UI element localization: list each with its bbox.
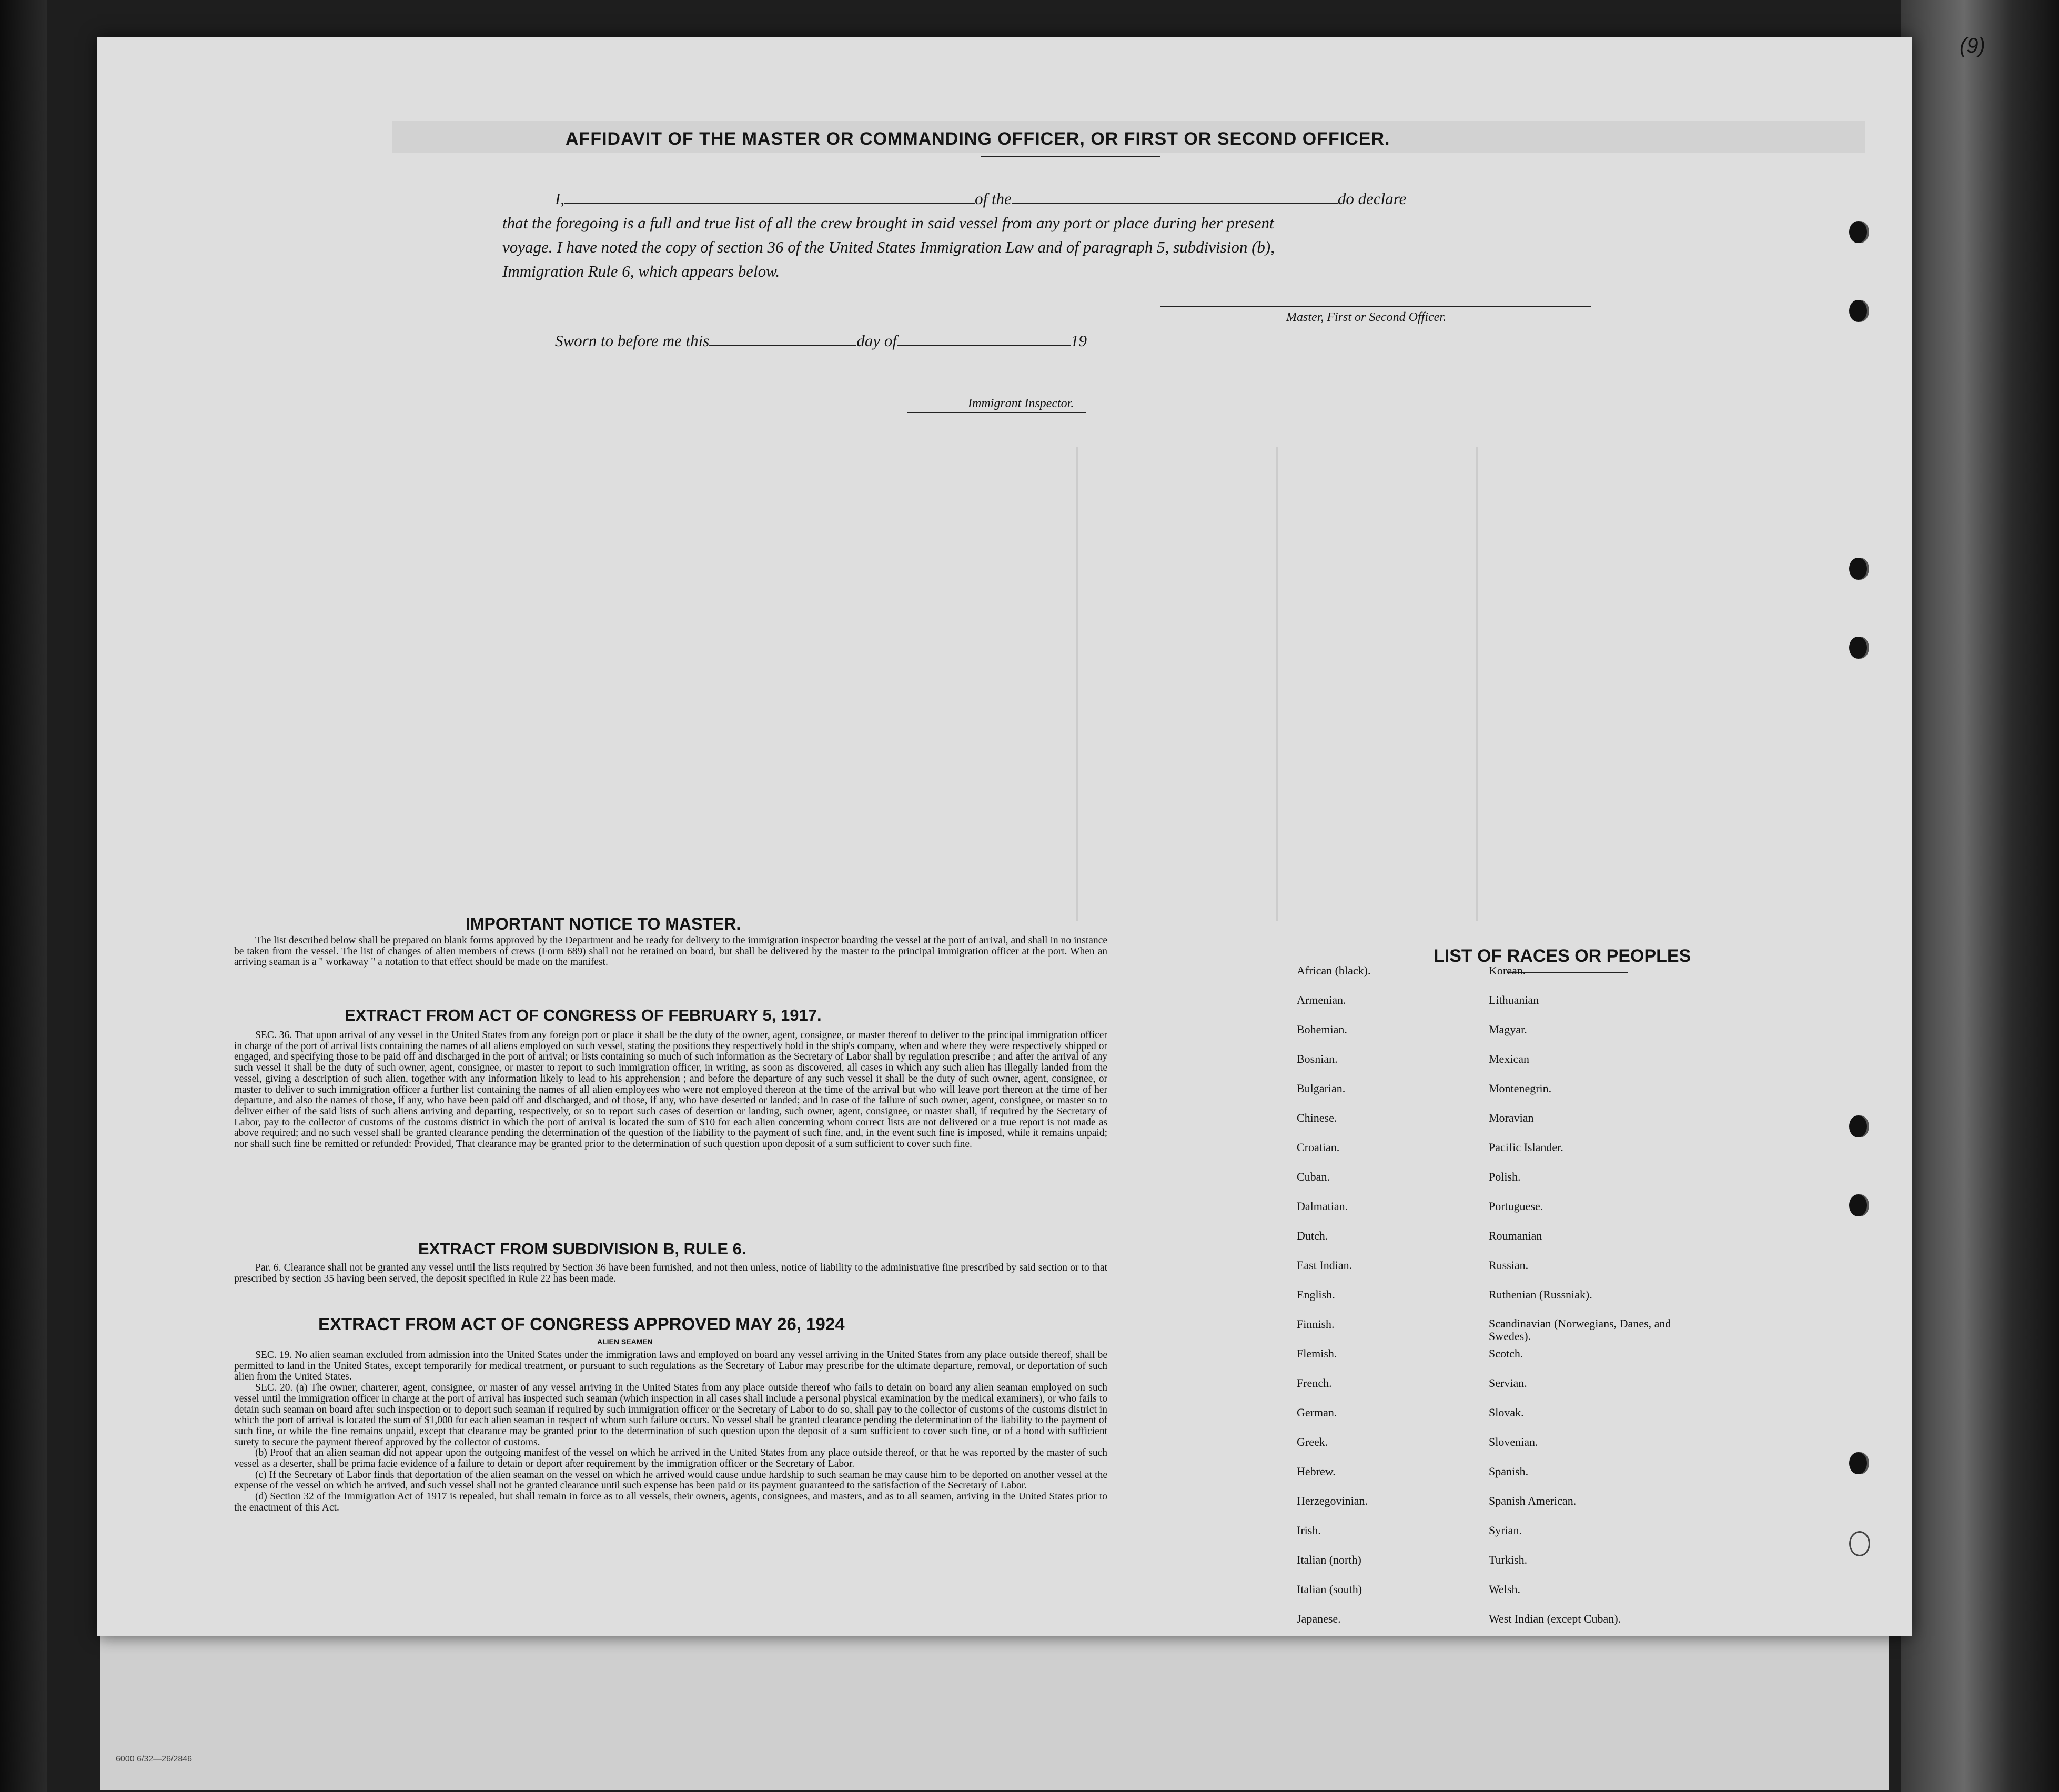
race-item: Portuguese.: [1489, 1200, 1543, 1213]
extract-1924-sec19: SEC. 19. No alien seaman excluded from admission into the United States under the immigration laws and employed on board any vessel arriving in the United States from any place outside thereof, shall be permitted to land in the United States, except temporarily for medical treatment, or pursuant to such regulations as the Secretary of Labor may prescribe for the ultimate departure, removal, or deportation of such alien from the United States.: [234, 1350, 1107, 1383]
affidavit-line-1: [555, 189, 1406, 208]
race-item: Hebrew.: [1297, 1465, 1336, 1478]
race-item: Bohemian.: [1297, 1023, 1347, 1036]
notice-paragraph: The list described below shall be prepared on blank forms approved by the Department and be ready for delivery to the immigration inspector boarding the vessel at the port of arrival, and shall in no instance be taken from the vessel. The list of changes of alien members of crews (Form 689) shall not be retained on board, but shall be delivered by the master to the principal immigration officer at the port. When an arriving seaman is a " workaway " a notation to that effect should be made on the manifest.: [234, 935, 1107, 968]
scan-left-edge: [0, 0, 47, 1792]
race-item: Chinese.: [1297, 1111, 1337, 1124]
race-item: Moravian: [1489, 1111, 1534, 1124]
sworn-day-of: day of: [856, 331, 897, 350]
race-item: Dutch.: [1297, 1229, 1328, 1242]
vessel-name-blank[interactable]: [1012, 190, 1338, 204]
bleed-through-column: [1276, 447, 1278, 921]
notice-text: [234, 935, 1107, 968]
race-item: French.: [1297, 1376, 1332, 1390]
extract-1924-sec20b: (b) Proof that an alien seaman did not appear upon the outgoing manifest of the vessel on which he arrived in the United States from any place outside thereof, or that he was reported by the master of such vessel as a deserter, shall be prima facie evidence of a failure to detain or deport after requirement by the immigration officer or the Secretary of Labor.: [234, 1447, 1107, 1470]
races-title: LIST OF RACES OR PEOPLES: [1434, 946, 1691, 966]
race-item: Japanese.: [1297, 1612, 1341, 1625]
race-item: East Indian.: [1297, 1259, 1353, 1272]
race-item: Korean.: [1489, 964, 1526, 977]
master-name-blank[interactable]: [564, 190, 975, 204]
race-item: Flemish.: [1297, 1347, 1337, 1360]
scan-right-edge: [1901, 0, 2059, 1792]
binder-hole: [1849, 221, 1867, 243]
binder-hole: [1849, 1194, 1867, 1216]
extract-1917-title: EXTRACT FROM ACT OF CONGRESS OF FEBRUARY 5, 1917.: [345, 1006, 822, 1024]
race-item: Scotch.: [1489, 1347, 1523, 1360]
extract-rule6-par6: Par. 6. Clearance shall not be granted any vessel until the lists required by Section 36 have been furnished, and not then unless, notice of liability to the administrative fine prescribed by said section or to that prescribed by section 35 having been served, the deposit specified in Rule 22 has been made.: [234, 1262, 1107, 1284]
binder-hole: [1849, 558, 1867, 580]
race-item: Irish.: [1297, 1524, 1321, 1537]
inspector-label: Immigrant Inspector.: [968, 397, 1074, 410]
sworn-month-blank[interactable]: [897, 333, 1071, 346]
underlying-page: [100, 1620, 1889, 1790]
title-underline: [981, 156, 1160, 157]
extract-rule6-body: [234, 1263, 1107, 1284]
affidavit-line-3: voyage. I have noted the copy of section 36 of the United States Immigration Law and of paragraph 5, subdivision (b),: [502, 238, 1275, 256]
extract-1924-sec20a: SEC. 20. (a) The owner, charterer, agent, consignee, or master of any vessel arriving in the United States from any place outside thereof who fails to detain on board any alien seaman employed on such vessel until the immigration officer in charge at the port of arrival has inspected such seaman (which inspection in all cases shall include a personal physical examination by the medical examiners), or who fails to detain such seaman on board after such inspection or to deport such seaman if required by such immigration officer or the Secretary of Labor to do so, shall pay to the collector of customs of the customs district in which the port of arrival is located the sum of $1,000 for each alien seaman in respect of whom such failure occurs. No vessel shall be granted clearance pending the determination of the liability to the payment of such fine, or while the fine remains unpaid, except that clearance may be granted prior to the determination of such question upon the deposit of a sum sufficient to cover such fine, or of a bond with sufficient surety to secure the payment thereof approved by the collector of customs.: [234, 1382, 1107, 1448]
affidavit-i: I,: [555, 189, 565, 208]
notice-title: IMPORTANT NOTICE TO MASTER.: [466, 914, 741, 933]
race-item: Spanish American.: [1489, 1494, 1577, 1507]
race-item: Polish.: [1489, 1170, 1521, 1183]
binder-hole: [1849, 1452, 1867, 1474]
race-item: Magyar.: [1489, 1023, 1527, 1036]
binder-hole: [1849, 300, 1867, 322]
race-item: Welsh.: [1489, 1583, 1520, 1596]
master-signature-label: Master, First or Second Officer.: [1286, 310, 1446, 324]
sworn-day-blank[interactable]: [709, 333, 856, 346]
extract-1924-sec20c: (c) If the Secretary of Labor finds that deportation of the alien seaman on the vessel on which he arrived would cause undue hardship to such seaman he may cause him to be deported on another vessel at the expense of the vessel on which he arrived, and such vessel shall not be granted clearance until such expense has been paid or its payment guaranteed to the satisfaction of the Secretary of Labor.: [234, 1469, 1107, 1492]
race-item: Armenian.: [1297, 993, 1346, 1006]
race-item: German.: [1297, 1406, 1337, 1419]
extract-1924-subtitle: ALIEN SEAMEN: [597, 1337, 653, 1346]
race-item: Dalmatian.: [1297, 1200, 1348, 1213]
bleed-through-column: [1076, 447, 1078, 921]
affidavit-title: AFFIDAVIT OF THE MASTER OR COMMANDING OFFICER, OR FIRST OR SECOND OFFICER.: [566, 129, 1390, 149]
race-item: African (black).: [1297, 964, 1371, 977]
race-item: Bosnian.: [1297, 1052, 1338, 1065]
race-item: Italian (north): [1297, 1553, 1361, 1566]
document-page: [97, 34, 1985, 1636]
bleed-through-column: [1476, 447, 1478, 921]
extract-1917-body: [234, 1030, 1107, 1150]
race-item: Syrian.: [1489, 1524, 1522, 1537]
race-item: West Indian (except Cuban).: [1489, 1612, 1621, 1625]
page-number: (9): [1960, 34, 1985, 57]
race-item: Slovak.: [1489, 1406, 1524, 1419]
affidavit-do-declare: do declare: [1337, 189, 1407, 208]
extract-1924-title: EXTRACT FROM ACT OF CONGRESS APPROVED MAY 26, 1924: [318, 1314, 845, 1334]
race-item: Scandinavian (Norwegians, Danes, and Swedes).: [1489, 1317, 1671, 1343]
race-item: Croatian.: [1297, 1141, 1340, 1154]
extract-1924-sec20d: (d) Section 32 of the Immigration Act of 1917 is repealed, but shall remain in force as to all vessels, their owners, agents, consignees, and masters, and as to all seamen, arriving in the United States prior to the enactment of this Act.: [234, 1491, 1107, 1513]
extract-1917-sec36: SEC. 36. That upon arrival of any vessel in the United States from any foreign port or place it shall be the duty of the owner, agent, consignee, or master thereof to deliver to the principal immigration officer in charge of the port of arrival lists containing the names of all aliens employed on such vessel, stating the positions they respectively hold in the ship's company, when and where they were respectively shipped or engaged, and specifying those to be paid off and discharged in the port of arrival; or lists containing so much of such information as the Secretary of Labor shall by regulation prescribe ; and after the arrival of any such vessel it shall be the duty of such owner, agent, consignee, or master to report to such immigration officer, in writing, as soon as discovered, all cases in which any such alien has illegally landed from the vessel, giving a description of such alien, together with any information likely to lead to his apprehension ; and before the departure of any such vessel it shall be the duty of such owner, agent, consignee, or master to deliver to such immigration officer a further list containing the names of all alien employees who were not employed thereon at the time of the arrival but who will leave port thereon at the time of her departure, and also the names of those, if any, who have been paid off and discharged, and of those, if any, who have deserted or landed; and in case of the failure of such owner, agent, consignee, or master so to deliver either of the said lists of such aliens arriving and departing, respectively, or so to report such cases of desertion or landing, such owner, agent, consignee, or master shall, if required by the Secretary of Labor, pay to the collector of customs of the customs district in which the port of arrival is located the sum of $10 for each alien concerning whom correct lists are not delivered or a true report is not made as above required; and no such vessel shall be granted clearance pending the determination of the question of the liability to the payment of such fine, and, in the event such fine is imposed, while it remains unpaid; nor shall such fine be remitted or refunded: Provided, That clearance may be granted prior to the determination of such question upon deposit of a sum sufficient to cover such fine.: [234, 1030, 1107, 1150]
race-item: Cuban.: [1297, 1170, 1330, 1183]
inspector-underline: [907, 412, 1086, 413]
race-item: Herzegovinian.: [1297, 1494, 1368, 1507]
binder-hole: [1849, 1115, 1867, 1137]
race-item: Slovenian.: [1489, 1435, 1538, 1448]
binder-hole-empty: [1849, 1531, 1870, 1556]
race-item: Ruthenian (Russniak).: [1489, 1288, 1592, 1301]
extract-rule6-title: EXTRACT FROM SUBDIVISION B, RULE 6.: [418, 1240, 746, 1258]
race-item: Finnish.: [1297, 1317, 1335, 1331]
extract-1924-body: [234, 1350, 1107, 1514]
race-item: Turkish.: [1489, 1553, 1528, 1566]
sworn-text: Sworn to before me this: [555, 331, 710, 350]
affidavit-line-2: that the foregoing is a full and true list of all the crew brought in said vessel from any port or place during her present: [502, 214, 1274, 232]
sworn-year: 19: [1070, 331, 1087, 350]
master-signature-line: [1160, 306, 1591, 307]
race-item: Lithuanian: [1489, 993, 1539, 1006]
race-item: Montenegrin.: [1489, 1082, 1552, 1095]
race-item: Mexican: [1489, 1052, 1529, 1065]
sworn-line: [555, 331, 1087, 350]
race-item: Bulgarian.: [1297, 1082, 1346, 1095]
race-item: English.: [1297, 1288, 1335, 1301]
race-item: Russian.: [1489, 1259, 1529, 1272]
race-item: Spanish.: [1489, 1465, 1529, 1478]
binder-hole: [1849, 637, 1867, 659]
race-item: Pacific Islander.: [1489, 1141, 1563, 1154]
race-item: Italian (south): [1297, 1583, 1362, 1596]
form-number: 6000 6/32—26/2846: [116, 1755, 193, 1764]
affidavit-of-the: of the: [975, 189, 1012, 208]
race-item: Greek.: [1297, 1435, 1328, 1448]
race-item: Servian.: [1489, 1376, 1527, 1390]
affidavit-line-4: Immigration Rule 6, which appears below.: [502, 262, 780, 280]
race-item: Roumanian: [1489, 1229, 1542, 1242]
